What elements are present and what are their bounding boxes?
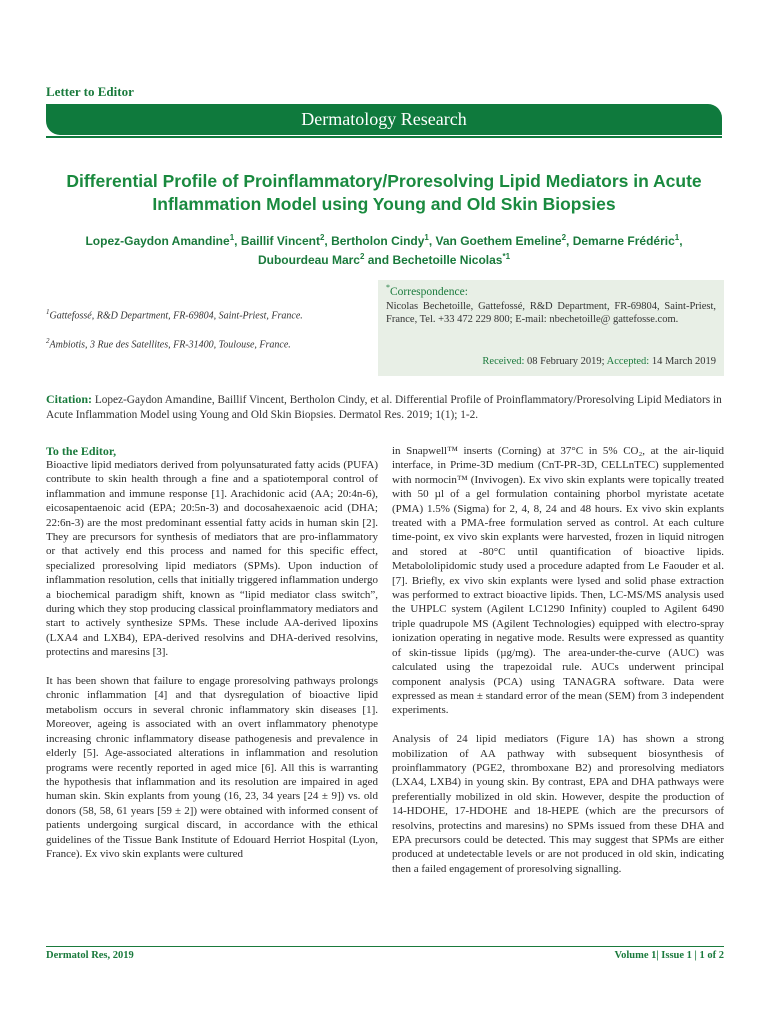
author-affiliation-marker: 2 — [561, 233, 567, 242]
received-date: 08 February 2019; — [524, 356, 607, 367]
correspondence-text: Nicolas Bechetoille, Gattefossé, R&D Department, FR-69804, Saint-Priest, France, Tel. +33 472 229 800; E-mail: nbechetoille@ gattefosse.com. — [386, 300, 716, 326]
author-affiliation-marker: 1 — [229, 233, 235, 242]
body-column-left — [46, 444, 378, 876]
affiliation-2-text: Ambiotis, 3 Rue des Satellites, FR-31400, Toulouse, France. — [49, 339, 291, 351]
accepted-date: 14 March 2019 — [649, 356, 716, 367]
author-name: Van Goethem Emeline — [435, 234, 562, 248]
footer-page-info: Volume 1| Issue 1 | 1 of 2 — [614, 950, 724, 961]
body-paragraph: in Snapwell™ inserts (Corning) at 37°C in 5% CO₂, at the air-liquid interface, in Prime-3D medium (CnT-PR-3D, CELLnTEC) supplemented with normocin™ (Invivogen). Ex vivo skin explants were topically treated with 50 µl of a gel formulation containing phorbol myristate acetate (PMA) 1.5% (Sigma) for 2, 4, 8, 24 and 48 hours. Ex vivo skin explants treated with a PMA-free formulation served as control. At each culture time-point, ex vivo skin explants were harvested, frozen in liquid nitrogen and stored at -80°C until quantification of bioactive lipids. Metabololipidomic study used a procedure adapted from Le Faouder et al. [7]. Briefly, ex vivo skin explants were lysed and solid phase extraction was performed to extract bioactive lipids. Then, LC-MS/MS analysis used the UHPLC system (Agilent LC1290 Infinity) coupled to Agilent 6490 triple quadrupole MS (Agilent Technologies) equipped with electro-spray ionization operating in negative mode. Results were expressed as quantity of skin-tissue lipids (µg/mg). The area-under-the-curve (AUC) was calculated using the trapezoidal rule. AUCs underwent principal component analysis (PCA) using TANAGRA software. Data were expressed as mean ± standard error of the mean (SEM) from 3 independent experiments. — [392, 445, 724, 717]
affiliation-2-marker: 2 — [46, 337, 50, 345]
author-name: Dubourdeau Marc — [257, 253, 360, 267]
author-name: Baillif Vincent — [240, 234, 320, 248]
body-paragraph: Bioactive lipid mediators derived from polyunsaturated fatty acids (PUFA) contribute to skin health through a fine and a spatiotemporal control of inflammation and immune response [1]. Arachidonic acid (AA; 20:4n-6), eicosapentaenoic acid (EPA; 20:5n-3) and docosahexaenoic acid (DHA; 22:6n-3) are the most predominant essential fatty acids in human skin [2]. They are precursors for synthesis of mediators that are pro-inflammatory or that actively end this process and named for this specific effect, specialized proresolving lipid mediators (SPMs). Upon induction of inflammation resolution, cells that initially triggered inflammation undergo a biochemical paradigm shift, known as “lipid mediator class switch”, during which they stop producing classical proinflammatory mediators and start to actively synthesize SPMs. These include AA-derived lipoxins (LXA4 and LXB4), EPA-derived resolvins and DHA-derived resolvins, protectins and maresins [3]. — [46, 459, 378, 659]
author-name: Bechetoille Nicolas — [392, 253, 503, 267]
body-column-right — [392, 444, 724, 891]
author-name: Bertholon Cindy — [331, 234, 425, 248]
footer-journal-ref: Dermatol Res, 2019 — [46, 950, 134, 961]
body-paragraph: Analysis of 24 lipid mediators (Figure 1A) has shown a strong mobilization of AA pathway with subsequent biosynthesis of proinflammatory (PGE2, thromboxane B2) and proresolving mediators (LXA4, LXB4) in young skin. By contrast, EPA and DHA pathways were preferentially mobilized in old skin. However, despite the production of 14-HDOHE, 17-HDOHE and 18-HEPE (which are the precursors of resolvins, protectins and maresins) no SPMs issued from these DHA and EPA precursors could be detected. This may suggest that SPMs are either produced at undetectable levels or are not produced in old skin, indicating then a failed engagement of proresolving signalling. — [392, 733, 724, 875]
affiliation-1-text: Gattefossé, R&D Department, FR-69804, Saint-Priest, France. — [49, 310, 303, 322]
correspondence-heading-text: Correspondence: — [390, 285, 468, 298]
journal-name: Dermatology Research — [301, 109, 467, 129]
citation-label: Citation: — [46, 392, 92, 406]
correspondence-heading — [386, 283, 716, 298]
article-title: Differential Profile of Proinflammatory/Proresolving Lipid Mediators in Acute Inflammation Model using Young and Old Skin Biopsies — [66, 171, 702, 214]
affiliation-1 — [46, 308, 303, 321]
citation — [46, 392, 724, 423]
accepted-label: Accepted: — [606, 356, 650, 367]
body-paragraph: It has been shown that failure to engage proresolving pathways prolongs chronic inflammation [4] and that dysregulation of bioactive lipid metabolism occurs in several chronic inflammatory skin diseases [1]. Moreover, ageing is associated with an overt inflammatory phenotype increasing chronic inflammatory disease pathogenesis and prevalence in elderly [5]. Age-associated alterations in inflammation and resolution programs were recently reported in aged mice [6]. All this is warranting the hypothesis that inflammation and its resolution are impaired in aged human skin. Skin explants from young (16, 23, 34 years [24 ± 9]) vs. old donors (58, 58, 61 years [59 ± 2]) were obtained with informed consent of patients undergoing surgical discard, in accordance with the ethical guidelines of the Tissue Bank Institute of Edouard Herriot Hospital (Lyon, France). Ex vivo skin explants were cultured — [46, 675, 378, 860]
correspondence-marker: * — [386, 283, 390, 292]
journal-banner — [46, 104, 722, 135]
article-dates — [482, 356, 716, 367]
footer-divider — [46, 946, 724, 947]
author-affiliation-marker: 2 — [359, 252, 365, 261]
author-affiliation-marker: 1 — [674, 233, 680, 242]
citation-text: Lopez-Gaydon Amandine, Baillif Vincent, Bertholon Cindy, et al. Differential Profile of Proinflammatory/Proresolving Lipid Mediators in Acute Inflammation Model using Young and Old Skin Biopsies. Dermatol Res. 2019; 1(1); 1-2. — [46, 394, 722, 421]
author-affiliation-marker: 2 — [319, 233, 325, 242]
author-name: Lopez-Gaydon Amandine — [85, 234, 230, 248]
author-list: Lopez-Gaydon Amandine$^1$, Baillif Vincent$^2$, Bertholon Cindy$^1$, Van Goethem Emeline$^2$, Demarne Frédéric$^1$, Dubourdeau Marc$^2$ and Bechetoille Nicolas$^{*1}$ — [85, 233, 683, 267]
affiliation-1-marker: 1 — [46, 308, 50, 316]
author-affiliation-marker: *1 — [502, 252, 511, 261]
affiliation-2 — [46, 337, 291, 350]
salutation: To the Editor, — [46, 444, 117, 458]
article-type-label: Letter to Editor — [46, 84, 134, 99]
author-name: Demarne Frédéric — [572, 234, 675, 248]
correspondence-box — [378, 280, 724, 376]
author-affiliation-marker: 1 — [424, 233, 429, 242]
received-label: Received: — [482, 356, 525, 367]
